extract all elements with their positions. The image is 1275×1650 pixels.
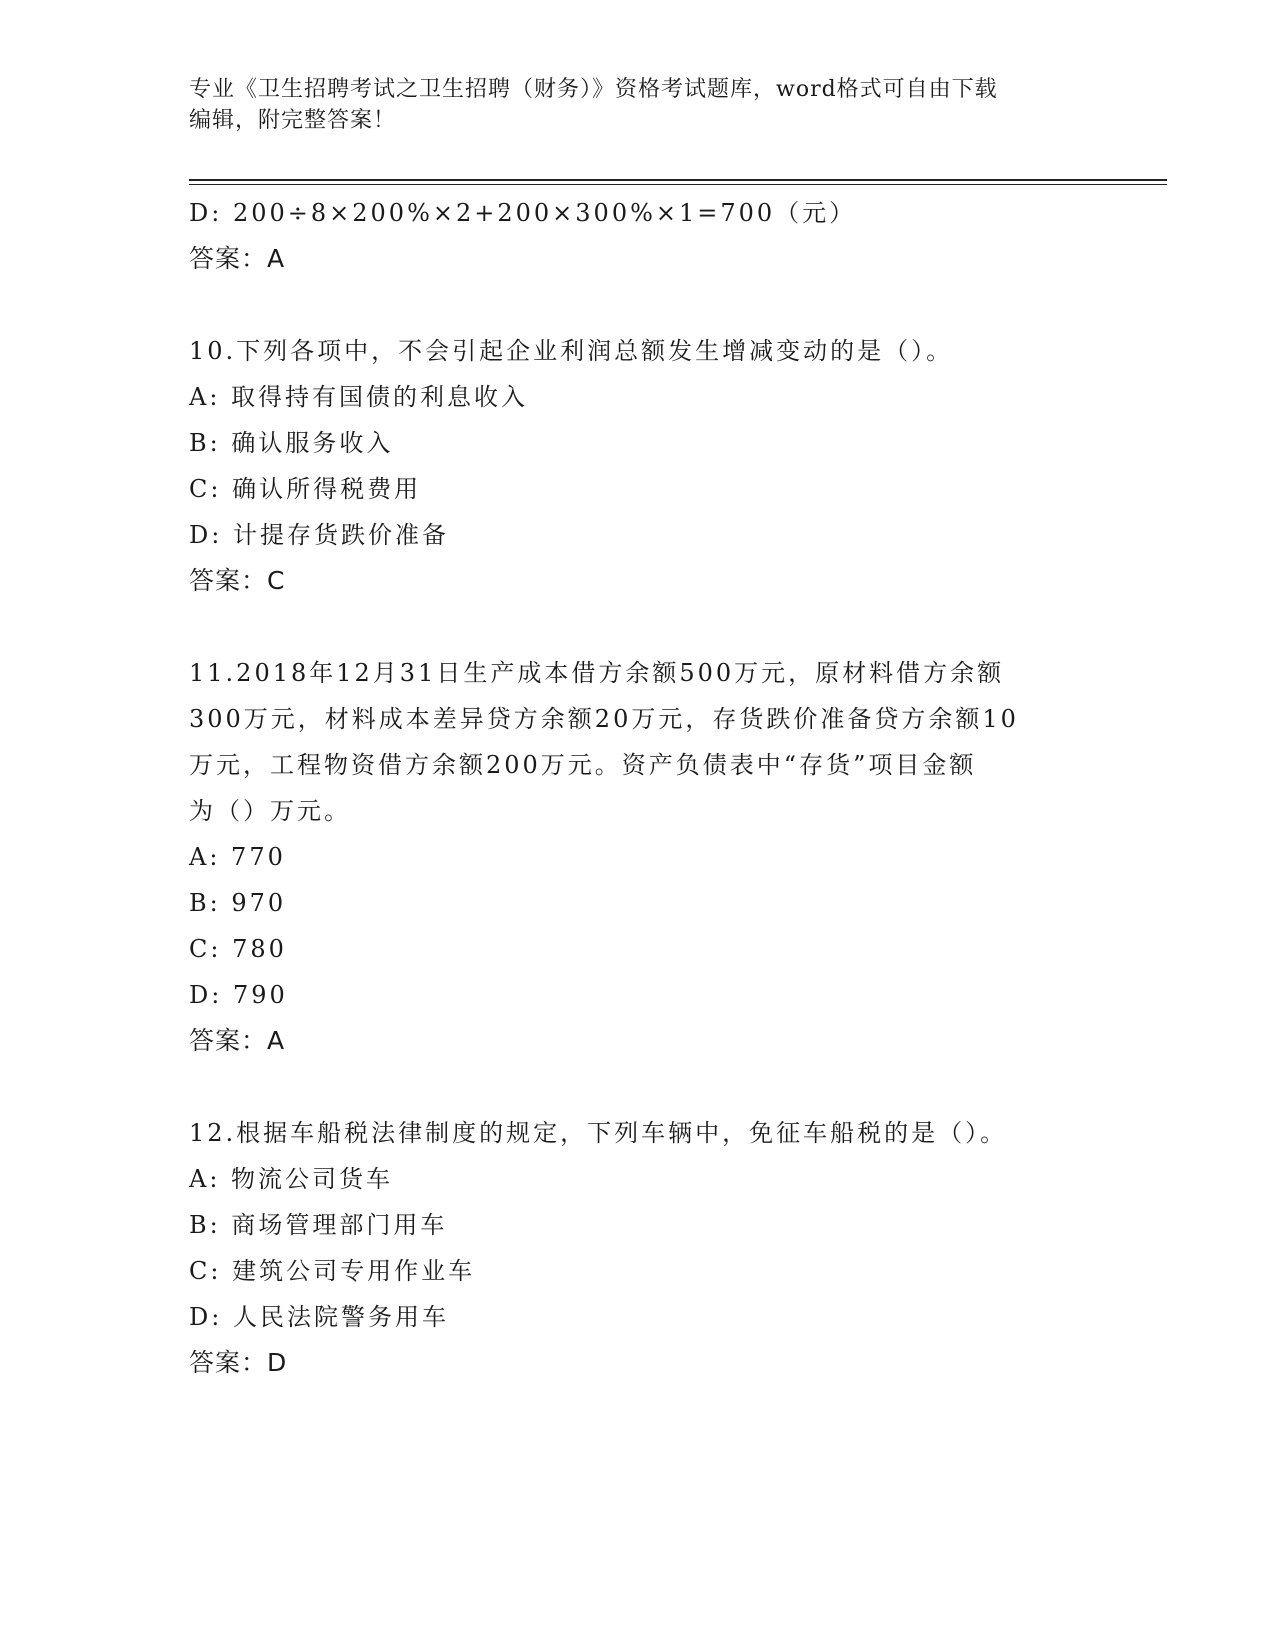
question-stem: 12.根据车船税法律制度的规定，下列车辆中，免征车船税的是（）。 [189, 1119, 1008, 1147]
question-stem-line-4: 为（）万元。 [189, 797, 351, 825]
question-10 [189, 328, 1089, 604]
spacer [189, 282, 1089, 328]
option-d: D: 200÷8×200%×2+200×300%×1=700（元） [189, 199, 857, 227]
question-stem-line-3: 万元，工程物资借方余额200万元。资产负债表中“存货”项目金额 [189, 751, 977, 779]
answer-line: 答案：A [189, 1026, 286, 1055]
option-d: D: 790 [189, 981, 288, 1009]
answer-line: 答案：D [189, 1348, 288, 1377]
question-stem-line-1: 11.2018年12月31日生产成本借方余额500万元，原材料借方余额 [189, 659, 1005, 687]
option-a: A: 取得持有国债的利息收入 [189, 383, 529, 411]
question-stem-line-2: 300万元，材料成本差异贷方余额20万元，存货跌价准备贷方余额10 [189, 705, 1019, 733]
header-line-2: 编辑，附完整答案！ [189, 108, 397, 133]
header-line-1: 专业《卫生招聘考试之卫生招聘（财务）》资格考试题库，word格式可自由下载 [189, 77, 998, 102]
header-divider-thick [189, 179, 1167, 181]
option-a: A: 770 [189, 843, 286, 871]
previous-question-tail [189, 190, 1089, 282]
header-divider-thin [189, 184, 1167, 185]
option-c: C: 建筑公司专用作业车 [189, 1257, 476, 1285]
option-d: D: 人民法院警务用车 [189, 1303, 449, 1331]
question-12 [189, 1110, 1089, 1386]
question-stem: 10.下列各项中，不会引起企业利润总额发生增减变动的是（）。 [189, 337, 954, 365]
document-header [189, 74, 1089, 136]
question-11 [189, 650, 1089, 1064]
option-d: D: 计提存货跌价准备 [189, 521, 449, 549]
option-c: C: 780 [189, 935, 287, 963]
answer-line: 答案：A [189, 244, 286, 273]
spacer [189, 604, 1089, 650]
option-a: A: 物流公司货车 [189, 1165, 394, 1193]
spacer [189, 1064, 1089, 1110]
question-list [189, 190, 1089, 1386]
option-b: B: 970 [189, 889, 287, 917]
option-c: C: 确认所得税费用 [189, 475, 422, 503]
option-b: B: 确认服务收入 [189, 429, 394, 457]
answer-line: 答案：C [189, 566, 286, 595]
option-b: B: 商场管理部门用车 [189, 1211, 448, 1239]
